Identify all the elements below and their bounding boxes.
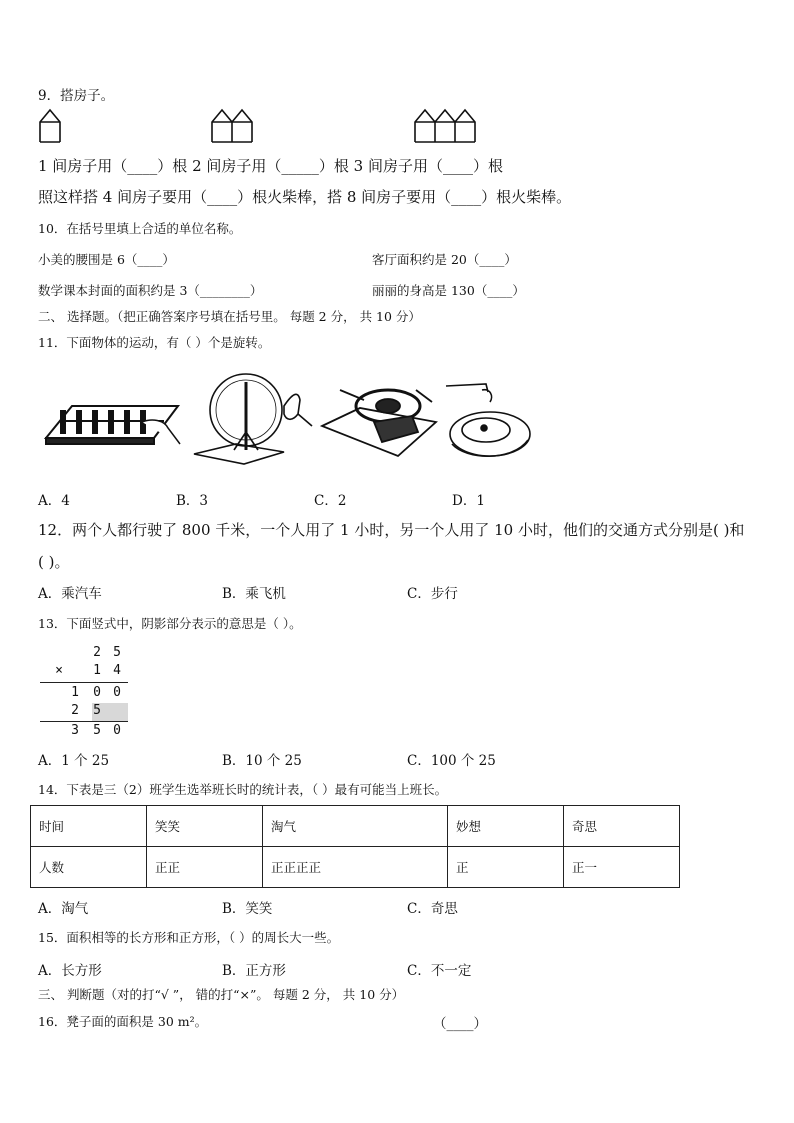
vert-row-4: 2 5 <box>71 703 101 718</box>
table-cell: 时间 <box>31 806 147 847</box>
q15-option-a[interactable]: A．长方形 <box>38 963 102 979</box>
q14-title: 14．下表是三（2）班学生选举班长时的统计表，（ ）最有可能当上班长。 <box>38 782 448 797</box>
q11-option-b[interactable]: B．3 <box>176 493 209 509</box>
q13-title: 13．下面竖式中，阴影部分表示的意思是（ ）。 <box>38 616 302 631</box>
vote-statistics-table <box>30 805 680 888</box>
q11-option-d[interactable]: D．1 <box>452 493 485 509</box>
vert-rule-1 <box>40 682 128 683</box>
table-cell: 正正正正 <box>262 847 447 888</box>
q12-title: 12．两个人都行驶了 800 千米，一个人用了 1 小时，另一个人用了 10 小时，他们的交通方式分别是( )和 <box>38 521 745 539</box>
table-cell: 正一 <box>563 847 679 888</box>
table-cell: 人数 <box>31 847 147 888</box>
q12-title-continued: ( )。 <box>38 553 70 571</box>
q14-option-b[interactable]: B．笑笑 <box>222 901 273 917</box>
q10-title: 10．在括号里填上合适的单位名称。 <box>38 221 242 236</box>
vert-row-1: 2 5 <box>93 645 121 660</box>
table-cell: 正 <box>447 847 563 888</box>
q13-option-a[interactable]: A．1 个 25 <box>38 753 110 769</box>
q14-option-a[interactable]: A．淘气 <box>38 901 89 917</box>
q16-title: 16．凳子面的面积是 30 m²。 <box>38 1014 208 1029</box>
vert-rule-2 <box>40 721 128 722</box>
q13-option-c[interactable]: C．100 个 25 <box>407 753 496 769</box>
section-2-heading: 二、 选择题。（把正确答案序号填在括号里。 每题 2 分， 共 10 分） <box>38 309 421 324</box>
q12-option-b[interactable]: B．乘飞机 <box>222 586 286 602</box>
q16-answer-blank[interactable]: （____） <box>433 1016 487 1032</box>
q11-title: 11．下面物体的运动，有（ ）个是旋转。 <box>38 335 271 350</box>
q9-title: 9．搭房子。 <box>38 88 115 104</box>
section-3-heading: 三、 判断题（对的打“√ ”， 错的打“×”。 每题 2 分， 共 10 分） <box>38 987 405 1002</box>
table-cell: 笑笑 <box>146 806 262 847</box>
vert-row-2: × 1 4 <box>55 663 121 678</box>
q10-item-b: 客厅面积约是 20（____） <box>372 252 517 267</box>
q12-option-c[interactable]: C．步行 <box>407 586 458 602</box>
vert-row-3: 1 0 0 <box>71 685 121 700</box>
table-cell: 奇思 <box>563 806 679 847</box>
q14-option-c[interactable]: C．奇思 <box>407 901 458 917</box>
vert-row-5: 3 5 0 <box>71 723 121 738</box>
abacus-illustration <box>42 392 182 462</box>
table-cell: 正正 <box>146 847 262 888</box>
q10-item-d: 丽丽的身高是 130（____） <box>372 283 525 298</box>
table-cell: 淘气 <box>262 806 447 847</box>
table-cell: 妙想 <box>447 806 563 847</box>
q10-item-a: 小美的腰围是 6（____） <box>38 252 175 267</box>
q12-option-a[interactable]: A．乘汽车 <box>38 586 102 602</box>
q15-title: 15．面积相等的长方形和正方形，（ ）的周长大一些。 <box>38 930 340 945</box>
house-2-figure <box>210 108 256 144</box>
q11-option-c[interactable]: C．2 <box>314 493 347 509</box>
q15-option-c[interactable]: C．不一定 <box>407 963 472 979</box>
faucet-sink-illustration <box>442 378 534 464</box>
q13-option-b[interactable]: B．10 个 25 <box>222 753 302 769</box>
steering-wheel-illustration <box>320 382 440 458</box>
globe-illustration <box>188 370 318 466</box>
house-1-figure <box>38 108 64 144</box>
q9-line1: 1 间房子用（____）根 2 间房子用（_____）根 3 间房子用（____）根 <box>38 157 503 175</box>
q11-option-a[interactable]: A．4 <box>38 493 70 509</box>
table-header-row <box>31 806 680 847</box>
table-row <box>31 847 680 888</box>
q9-line2: 照这样搭 4 间房子要用（____）根火柴棒，搭 8 间房子要用（____）根火柴棒。 <box>38 188 572 206</box>
house-3-figure <box>413 108 479 144</box>
q15-option-b[interactable]: B．正方形 <box>222 963 286 979</box>
q10-item-c: 数学课本封面的面积约是 3（________） <box>38 283 263 298</box>
